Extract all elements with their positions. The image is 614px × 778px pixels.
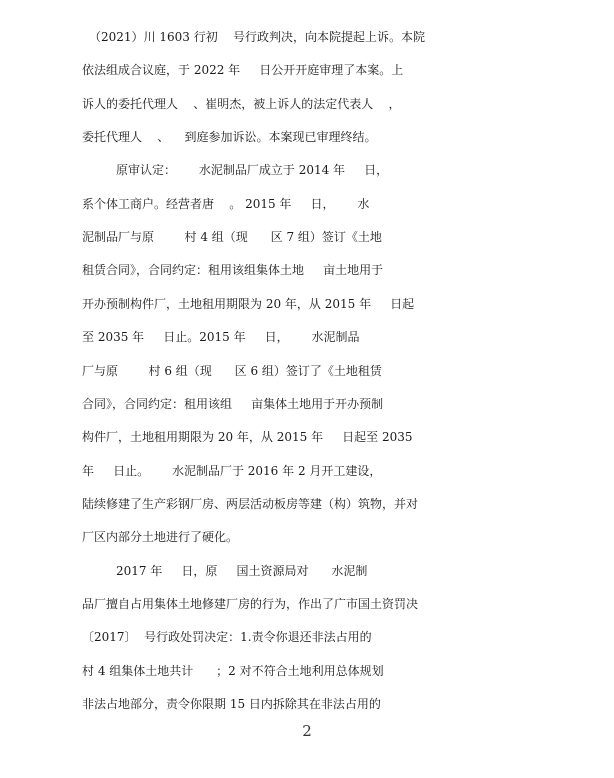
text-line: 委托代理人 、 到庭参加诉讼。本案现已审理终结。 [82, 130, 377, 145]
text-line: 依法组成合议庭，于 2022 年 日公开开庭审理了本案。上 [82, 63, 404, 78]
text-line: 泥制品厂与原 村 4 组（现 区 7 组）签订《土地 [82, 230, 382, 245]
text-line: 品厂擅自占用集体土地修建厂房的行为，作出了广市国土资罚决 [82, 596, 419, 611]
text-line: （2021）川 1603 行初 号行政判决，向本院提起上诉。本院 [89, 30, 425, 44]
text-line: 开办预制构件厂，土地租用期限为 20 年，从 2015 年 日起 [82, 296, 415, 311]
text-line: 村 4 组集体土地共计 ；2 对不符合土地利用总体规划 [82, 663, 384, 678]
text-line: 构件厂，土地租用期限为 20 年，从 2015 年 日起至 2035 [82, 430, 413, 445]
text-line: 系个体工商户。经营者唐 。 2015 年 日， 水 [82, 196, 370, 211]
text-line: 至 2035 年 日止。2015 年 日， 水泥制品 [82, 330, 360, 345]
text-line: 年 日止。 水泥制品厂于 2016 年 2 月开工建设， [82, 463, 382, 478]
text-line: 厂与原 村 6 组（现 区 6 组）签订了《土地租赁 [82, 363, 382, 378]
text-line: 陆续修建了生产彩钢厂房、两层活动板房等建（构）筑物，并对 [82, 496, 419, 511]
text-line: 2017 年 日，原 国土资源局对 水泥制 [116, 563, 368, 578]
text-line: 租赁合同》，合同约定：租用该组集体土地 亩土地用于 [82, 263, 384, 278]
text-line: 原审认定： 水泥制品厂成立于 2014 年 日， [116, 163, 389, 178]
text-line: 〔2017〕 号行政处罚决定：1.责令你退还非法占用的 [82, 630, 395, 645]
text-line: 合同》，合同约定：租用该组 亩集体土地用于开办预制 [82, 396, 384, 411]
text-line: 非法占地部分，责令你限期 15 日内拆除其在非法占用的 [82, 697, 404, 711]
page-number: 2 [302, 722, 312, 740]
text-line: 厂区内部分土地进行了硬化。 [82, 530, 239, 545]
text-line: 诉人的委托代理人 、崔明杰，被上诉人的法定代表人 ， [82, 96, 401, 111]
